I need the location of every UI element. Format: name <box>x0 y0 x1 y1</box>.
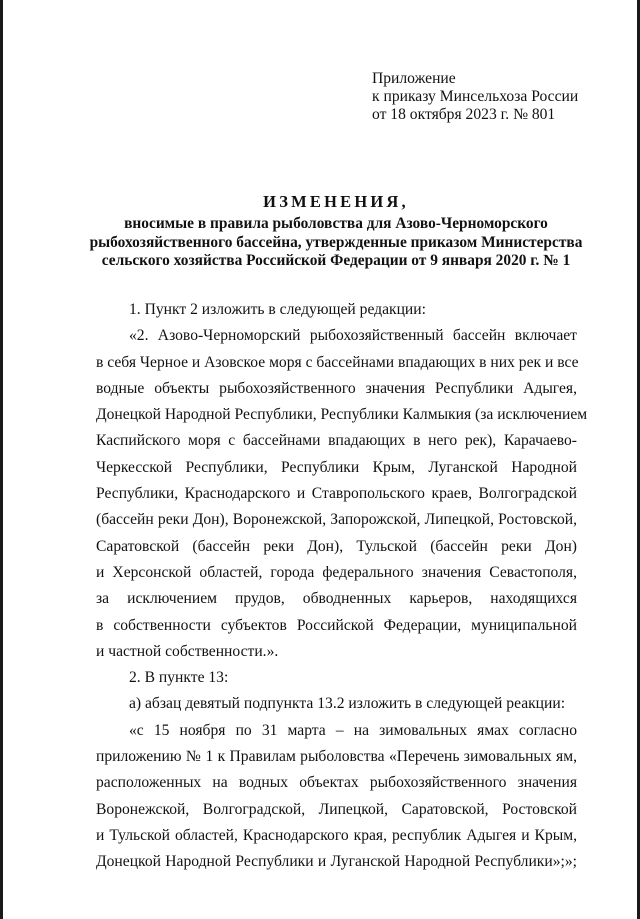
appendix-header <box>372 70 632 124</box>
body-line: водные объекты рыбохозяйственного значения Республики Адыгея, <box>96 379 577 397</box>
body-line: «2. Азово-Черноморский рыбохозяйственный бассейн включает <box>129 327 577 345</box>
body-line: 2. В пункте 13: <box>129 669 229 687</box>
title-line-2: рыбохозяйственного бассейна, утвержденные приказом Министерства <box>89 233 583 251</box>
body-line: Республики, Краснодарского и Ставропольского краев, Волгоградской <box>96 485 577 503</box>
body-line: и Херсонской областей, города федерального значения Севастополя, <box>96 563 577 581</box>
body-line: Донецкой Народной Республики и Луганской Народной Республики»;»; <box>96 853 577 871</box>
body-line: за исключением прудов, обводненных карьеров, находящихся <box>96 590 577 608</box>
appendix-line-1: Приложение <box>372 70 456 87</box>
body-line: Воронежской, Волгоградской, Липецкой, Саратовской, Ростовской <box>96 800 577 818</box>
appendix-line-3: от 18 октября 2023 г. № 801 <box>372 106 556 123</box>
body-line: и частной собственности.». <box>96 642 279 660</box>
body-line: приложению № 1 к Правилам рыболовства «Перечень зимовальных ям, <box>96 748 577 766</box>
body-line: расположенных на водных объектах рыбохозяйственного значения <box>96 774 577 792</box>
body-line: в себя Черное и Азовское моря с бассейнами впадающих в них рек и все <box>96 353 579 371</box>
body-line: (бассейн реки Дон), Воронежской, Запорожской, Липецкой, Ростовской, <box>96 511 577 529</box>
body-line: Каспийского моря с бассейнами впадающих в него рек), Карачаево- <box>96 432 577 450</box>
title-line-1: вносимые в правила рыболовства для Азово-Черноморского <box>124 215 548 232</box>
title-main: ИЗМЕНЕНИЯ, <box>263 192 409 211</box>
title-line-3: сельского хозяйства Российской Федерации от 9 января 2020 г. № 1 <box>101 252 571 269</box>
body-line: а) абзац девятый подпункта 13.2 изложить в следующей реакции: <box>129 695 566 713</box>
body-line: Черкесской Республики, Республики Крым, Луганской Народной <box>96 458 577 476</box>
document-title <box>70 192 602 271</box>
body-line: в собственности субъектов Российской Федерации, муниципальной <box>96 616 577 634</box>
body-line: 1. Пункт 2 изложить в следующей редакции: <box>129 301 426 318</box>
appendix-line-2: к приказу Минсельхоза России <box>372 88 579 105</box>
body-line: «с 15 ноября по 31 марта – на зимовальных ямах согласно <box>129 721 577 739</box>
body-line: Донецкой Народной Республики, Республики Калмыкия (за исключением <box>96 406 588 424</box>
body-line: Саратовской (бассейн реки Дон), Тульской (бассейн реки Дон) <box>96 537 577 555</box>
body-line: и Тульской областей, Краснодарского края, республик Адыгея и Крым, <box>96 826 577 844</box>
scan-edge-left <box>0 0 3 919</box>
document-body <box>96 297 588 876</box>
